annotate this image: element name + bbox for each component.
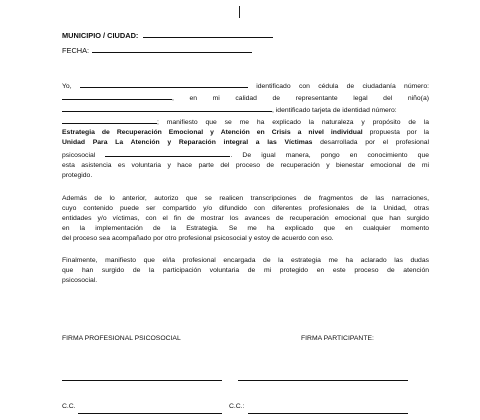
text-segment: en mi calidad de representante legal del niño(a) xyxy=(189,95,429,103)
text-segment: identificado con cédula de ciudadanía número: xyxy=(256,83,429,90)
text-line xyxy=(62,80,429,92)
text-segment: desarrollada por el profesional xyxy=(320,139,430,147)
cc-left-label: C.C. xyxy=(62,403,76,410)
municipio-blank[interactable] xyxy=(143,30,273,38)
consent-paragraph-1 xyxy=(62,80,429,181)
text-line xyxy=(62,104,429,116)
name-blank[interactable] xyxy=(80,80,248,88)
cc-left-line[interactable] xyxy=(78,413,222,414)
text-segment: propuesta por la xyxy=(369,129,430,137)
consent-paragraph-2 xyxy=(62,194,429,244)
text-line xyxy=(62,92,429,104)
text-line: Finalmente, manifiesto que el/la profesional encargada de la estrategia me ha aclarado las dudas xyxy=(62,257,429,264)
text-line: en la implementación de la Estrategia. Se me ha explicado que en cualquier momento xyxy=(62,225,429,233)
participant-signature-label: FIRMA PARTICIPANTE: xyxy=(301,335,374,342)
text-segment: , xyxy=(172,95,174,103)
fecha-label: FECHA: xyxy=(62,46,90,55)
child-name-blank[interactable] xyxy=(62,104,272,112)
fecha-field[interactable] xyxy=(62,45,252,55)
text-line xyxy=(62,116,429,128)
text-line xyxy=(62,149,429,161)
consent-paragraph-3 xyxy=(62,256,429,286)
cc-right-label: C.C.: xyxy=(229,403,245,410)
text-segment: psicosocial xyxy=(62,151,96,159)
text-line: protegido. xyxy=(62,171,93,179)
unit-name: Unidad Para La Atención y Reparación integral a las Víctimas xyxy=(62,139,313,147)
text-line: que han surgido de la participación voluntaria de mi protegido en este proceso de atención xyxy=(62,267,429,275)
cedula-blank[interactable] xyxy=(62,92,174,103)
professional-signature-label: FIRMA PROFESIONAL PSICOSOCIAL xyxy=(62,335,181,342)
text-segment: , identificado tarjeta de identidad número: xyxy=(272,107,397,115)
text-segment: Yo, xyxy=(62,83,72,90)
professional-signature-line[interactable] xyxy=(62,380,222,381)
text-cursor xyxy=(239,6,240,18)
professional-blank[interactable] xyxy=(105,149,230,157)
tarjeta-blank[interactable] xyxy=(62,116,157,124)
text-line: entidades y/o víctimas, con el fin de mostrar los avances de recuperación emocional que han surgido xyxy=(62,215,429,223)
strategy-name: Estrategia de Recuperación Emocional y Atención en Crisis a nivel individual xyxy=(62,129,363,137)
cc-right xyxy=(229,403,244,410)
text-segment: . De igual manera, pongo en conocimiento que xyxy=(230,151,429,159)
municipio-field[interactable] xyxy=(62,30,273,40)
participant-signature-line[interactable] xyxy=(238,380,408,381)
cc-right-line[interactable] xyxy=(248,413,408,414)
text-line: Además de lo anterior, autorizo que se realicen transcripciones de fragmentos de las narraciones, xyxy=(62,195,429,202)
text-line: esta asistencia es voluntaria y hace parte del proceso de recuperación y bienestar emocional de mi xyxy=(62,161,429,169)
text-line xyxy=(62,138,429,148)
fecha-blank[interactable] xyxy=(92,45,252,53)
text-line xyxy=(62,128,429,138)
municipio-label: MUNICIPIO / CIUDAD: xyxy=(62,31,139,40)
text-line: psicosocial. xyxy=(62,277,98,285)
text-line: cuyo contenido puede ser compartido y/o difundido con diferentes profesionales de la Unidad, otras xyxy=(62,205,429,213)
cc-left xyxy=(62,403,76,410)
text-segment: ; manifiesto que se me ha explicado la naturaleza y propósito de la xyxy=(157,119,429,127)
text-line: del proceso sea acompañado por otro profesional psicosocial y estoy de acuerdo con eso. xyxy=(62,235,334,243)
